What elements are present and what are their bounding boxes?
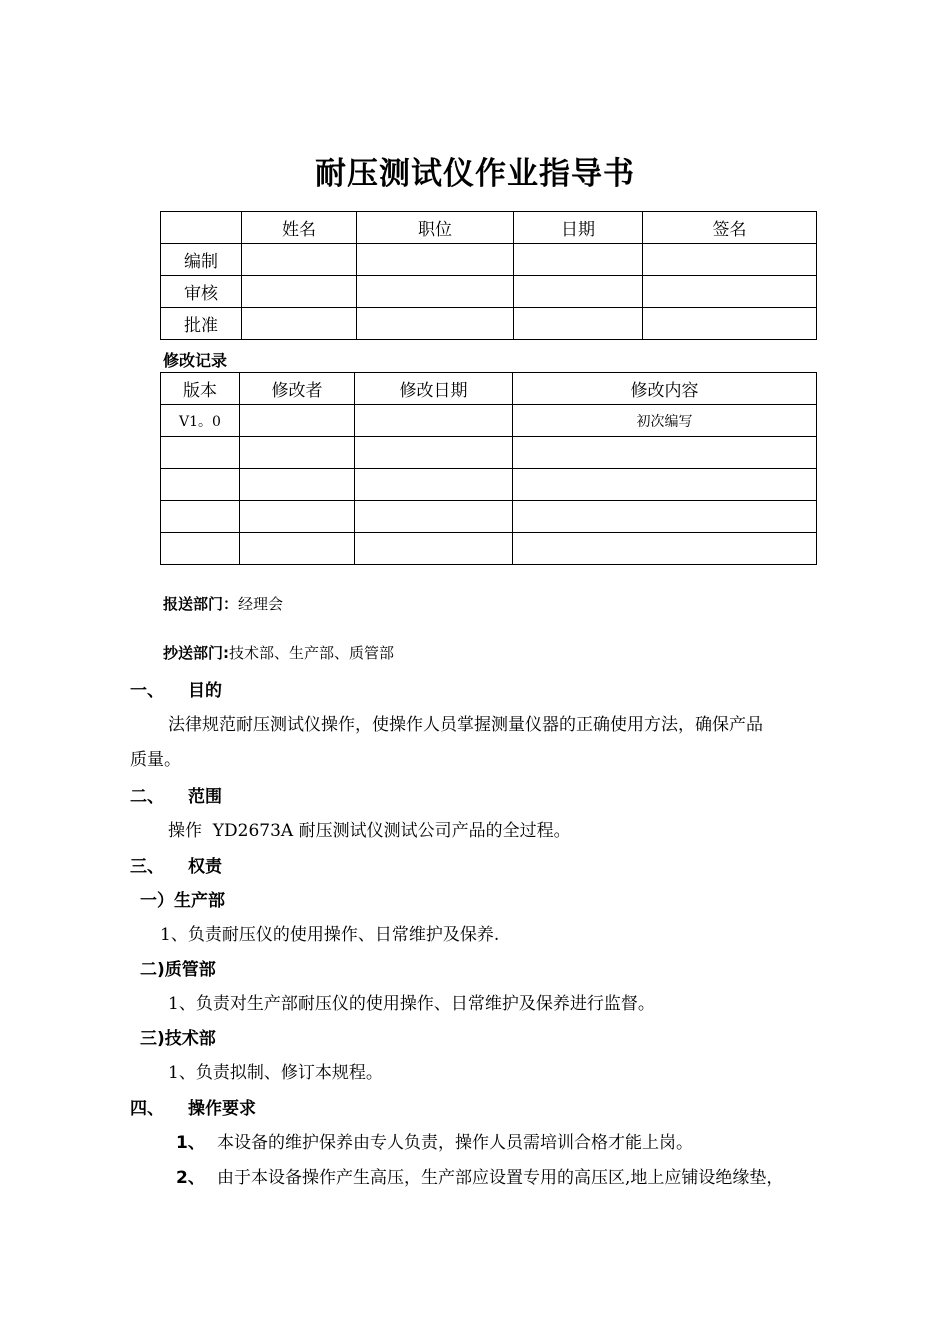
row-label: 批准 (161, 308, 242, 340)
report-department (163, 593, 283, 614)
table-row (161, 308, 817, 340)
table-cell (357, 308, 514, 340)
copy-department (163, 642, 394, 663)
table-cell (240, 501, 355, 533)
subsection-title: 一）生产部 (140, 891, 225, 911)
report-department-label: 报送部门： (163, 595, 239, 613)
paragraph: 1、负责拟制、修订本规程。 (168, 1063, 383, 1083)
table-cell (161, 469, 240, 501)
list-item-number: 1、 (176, 1133, 205, 1153)
table-cell (513, 501, 817, 533)
section-number: 一、 (130, 681, 164, 701)
table-cell (355, 469, 513, 501)
subsection-title: 二)质管部 (140, 960, 216, 980)
table-header-cell: 日期 (514, 212, 643, 244)
table-header-cell: 修改日期 (355, 373, 513, 405)
paragraph: 1、负责对生产部耐压仪的使用操作、日常维护及保养进行监督。 (168, 994, 655, 1014)
section-number: 四、 (130, 1099, 164, 1119)
table-cell (513, 437, 817, 469)
table-cell (514, 244, 643, 276)
table-cell (643, 276, 817, 308)
table-cell (242, 308, 357, 340)
row-label: 编制 (161, 244, 242, 276)
table-row (161, 212, 817, 244)
table-row (161, 244, 817, 276)
report-department-value: 经理会 (238, 595, 284, 613)
list-item-number: 2、 (176, 1168, 205, 1188)
subsection-title: 三)技术部 (140, 1029, 216, 1049)
section-title-ops: 操作要求 (188, 1099, 256, 1119)
section-title-duty: 权责 (188, 857, 222, 877)
table-cell (355, 501, 513, 533)
table-cell (161, 501, 240, 533)
table-cell: 初次编写 (513, 405, 817, 437)
revision-table (160, 372, 817, 565)
table-cell (643, 244, 817, 276)
table-header-cell: 版本 (161, 373, 240, 405)
row-label: 审核 (161, 276, 242, 308)
paragraph: 1、负责耐压仪的使用操作、日常维护及保养. (160, 925, 500, 945)
table-cell (240, 533, 355, 565)
section-number: 二、 (130, 787, 164, 807)
table-cell (355, 533, 513, 565)
table-cell (242, 276, 357, 308)
section-number: 三、 (130, 857, 164, 877)
table-row (161, 437, 817, 469)
table-row (161, 501, 817, 533)
copy-department-label: 抄送部门: (163, 644, 229, 662)
table-row (161, 469, 817, 501)
paragraph: 质量。 (130, 750, 181, 770)
table-cell (242, 244, 357, 276)
table-row (161, 533, 817, 565)
table-cell (514, 308, 643, 340)
table-cell (355, 405, 513, 437)
table-cell (514, 276, 643, 308)
table-cell (513, 469, 817, 501)
table-header-cell: 修改内容 (513, 373, 817, 405)
table-cell (643, 308, 817, 340)
paragraph: 操作 YD2673A 耐压测试仪测试公司产品的全过程。 (168, 821, 571, 841)
signature-table (160, 211, 817, 340)
table-cell (240, 405, 355, 437)
list-item: 本设备的维护保养由专人负责，操作人员需培训合格才能上岗。 (217, 1133, 693, 1153)
table-cell (357, 276, 514, 308)
table-cell (161, 533, 240, 565)
copy-department-value: 技术部、生产部、质管部 (229, 644, 395, 662)
table-cell (161, 437, 240, 469)
table-header-cell: 姓名 (242, 212, 357, 244)
table-row (161, 276, 817, 308)
table-cell (513, 533, 817, 565)
paragraph: 法律规范耐压测试仪操作，使操作人员掌握测量仪器的正确使用方法，确保产品 (168, 715, 763, 735)
table-header-cell: 职位 (357, 212, 514, 244)
table-row (161, 405, 817, 437)
table-header-cell: 修改者 (240, 373, 355, 405)
table-cell (357, 244, 514, 276)
section-title-purpose: 目的 (188, 681, 222, 701)
table-cell (240, 469, 355, 501)
list-item: 由于本设备操作产生高压，生产部应设置专用的高压区,地上应铺设绝缘垫， (217, 1168, 784, 1188)
revision-record-label: 修改记录 (163, 351, 228, 370)
table-row (161, 373, 817, 405)
table-cell (240, 437, 355, 469)
document-title: 耐压测试仪作业指导书 (315, 156, 635, 192)
table-header-cell (161, 212, 242, 244)
table-header-cell: 签名 (643, 212, 817, 244)
section-title-scope: 范围 (188, 787, 222, 807)
table-cell: V1。0 (161, 405, 240, 437)
table-cell (355, 437, 513, 469)
